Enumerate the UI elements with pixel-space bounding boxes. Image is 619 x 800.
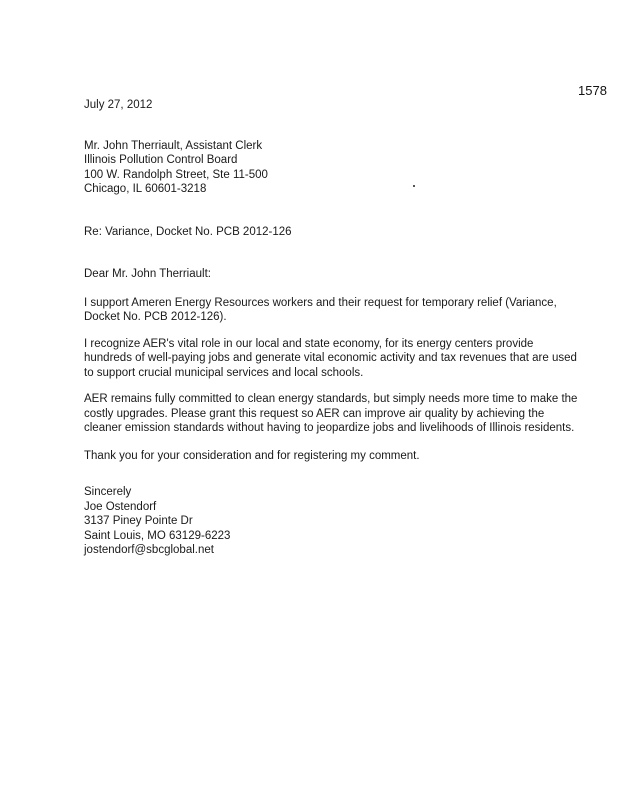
salutation: Dear Mr. John Therriault: [84,268,211,280]
signature-email: jostendorf@sbcglobal.net [84,544,214,556]
recipient-address [84,139,584,197]
letter-date: July 27, 2012 [84,99,153,111]
signature-line: Saint Louis, MO 63129-6223 [84,529,231,542]
body-paragraph: AER remains fully committed to clean energy standards, but simply needs more time to make the costly upgrades. Please grant this request so AER can improve air quality by achieving the cleaner emission standards without having to jeopardize jobs and livelihoods of Illinois residents. [84,393,578,434]
page-number: 1578 [578,83,607,98]
body-paragraph: I support Ameren Energy Resources workers and their request for temporary relief (Variance, Docket No. PCB 2012-126). [84,296,557,323]
recipient-line: Illinois Pollution Control Board [84,154,238,166]
letter-body [84,96,584,558]
signature-line: Joe Ostendorf [84,500,157,513]
signature-block [84,485,584,558]
signature-line: Sincerely [84,486,132,498]
closing-sentence: Thank you for your consideration and for registering my comment. [84,449,420,462]
subject-line: Re: Variance, Docket No. PCB 2012-126 [84,225,292,238]
signature-line: 3137 Piney Pointe Dr [84,515,193,527]
body-paragraph: I recognize AER's vital role in our local and state economy, for its energy centers provide hundreds of well-paying jobs and generate vital economic activity and tax revenues that are used to support crucial municipal services and local schools. [84,337,577,379]
recipient-line: Chicago, IL 60601-3218 [84,183,207,195]
recipient-line: 100 W. Randolph Street, Ste 11-500 [84,168,268,181]
scan-speck [413,185,415,187]
recipient-line: Mr. John Therriault, Assistant Clerk [84,139,263,152]
